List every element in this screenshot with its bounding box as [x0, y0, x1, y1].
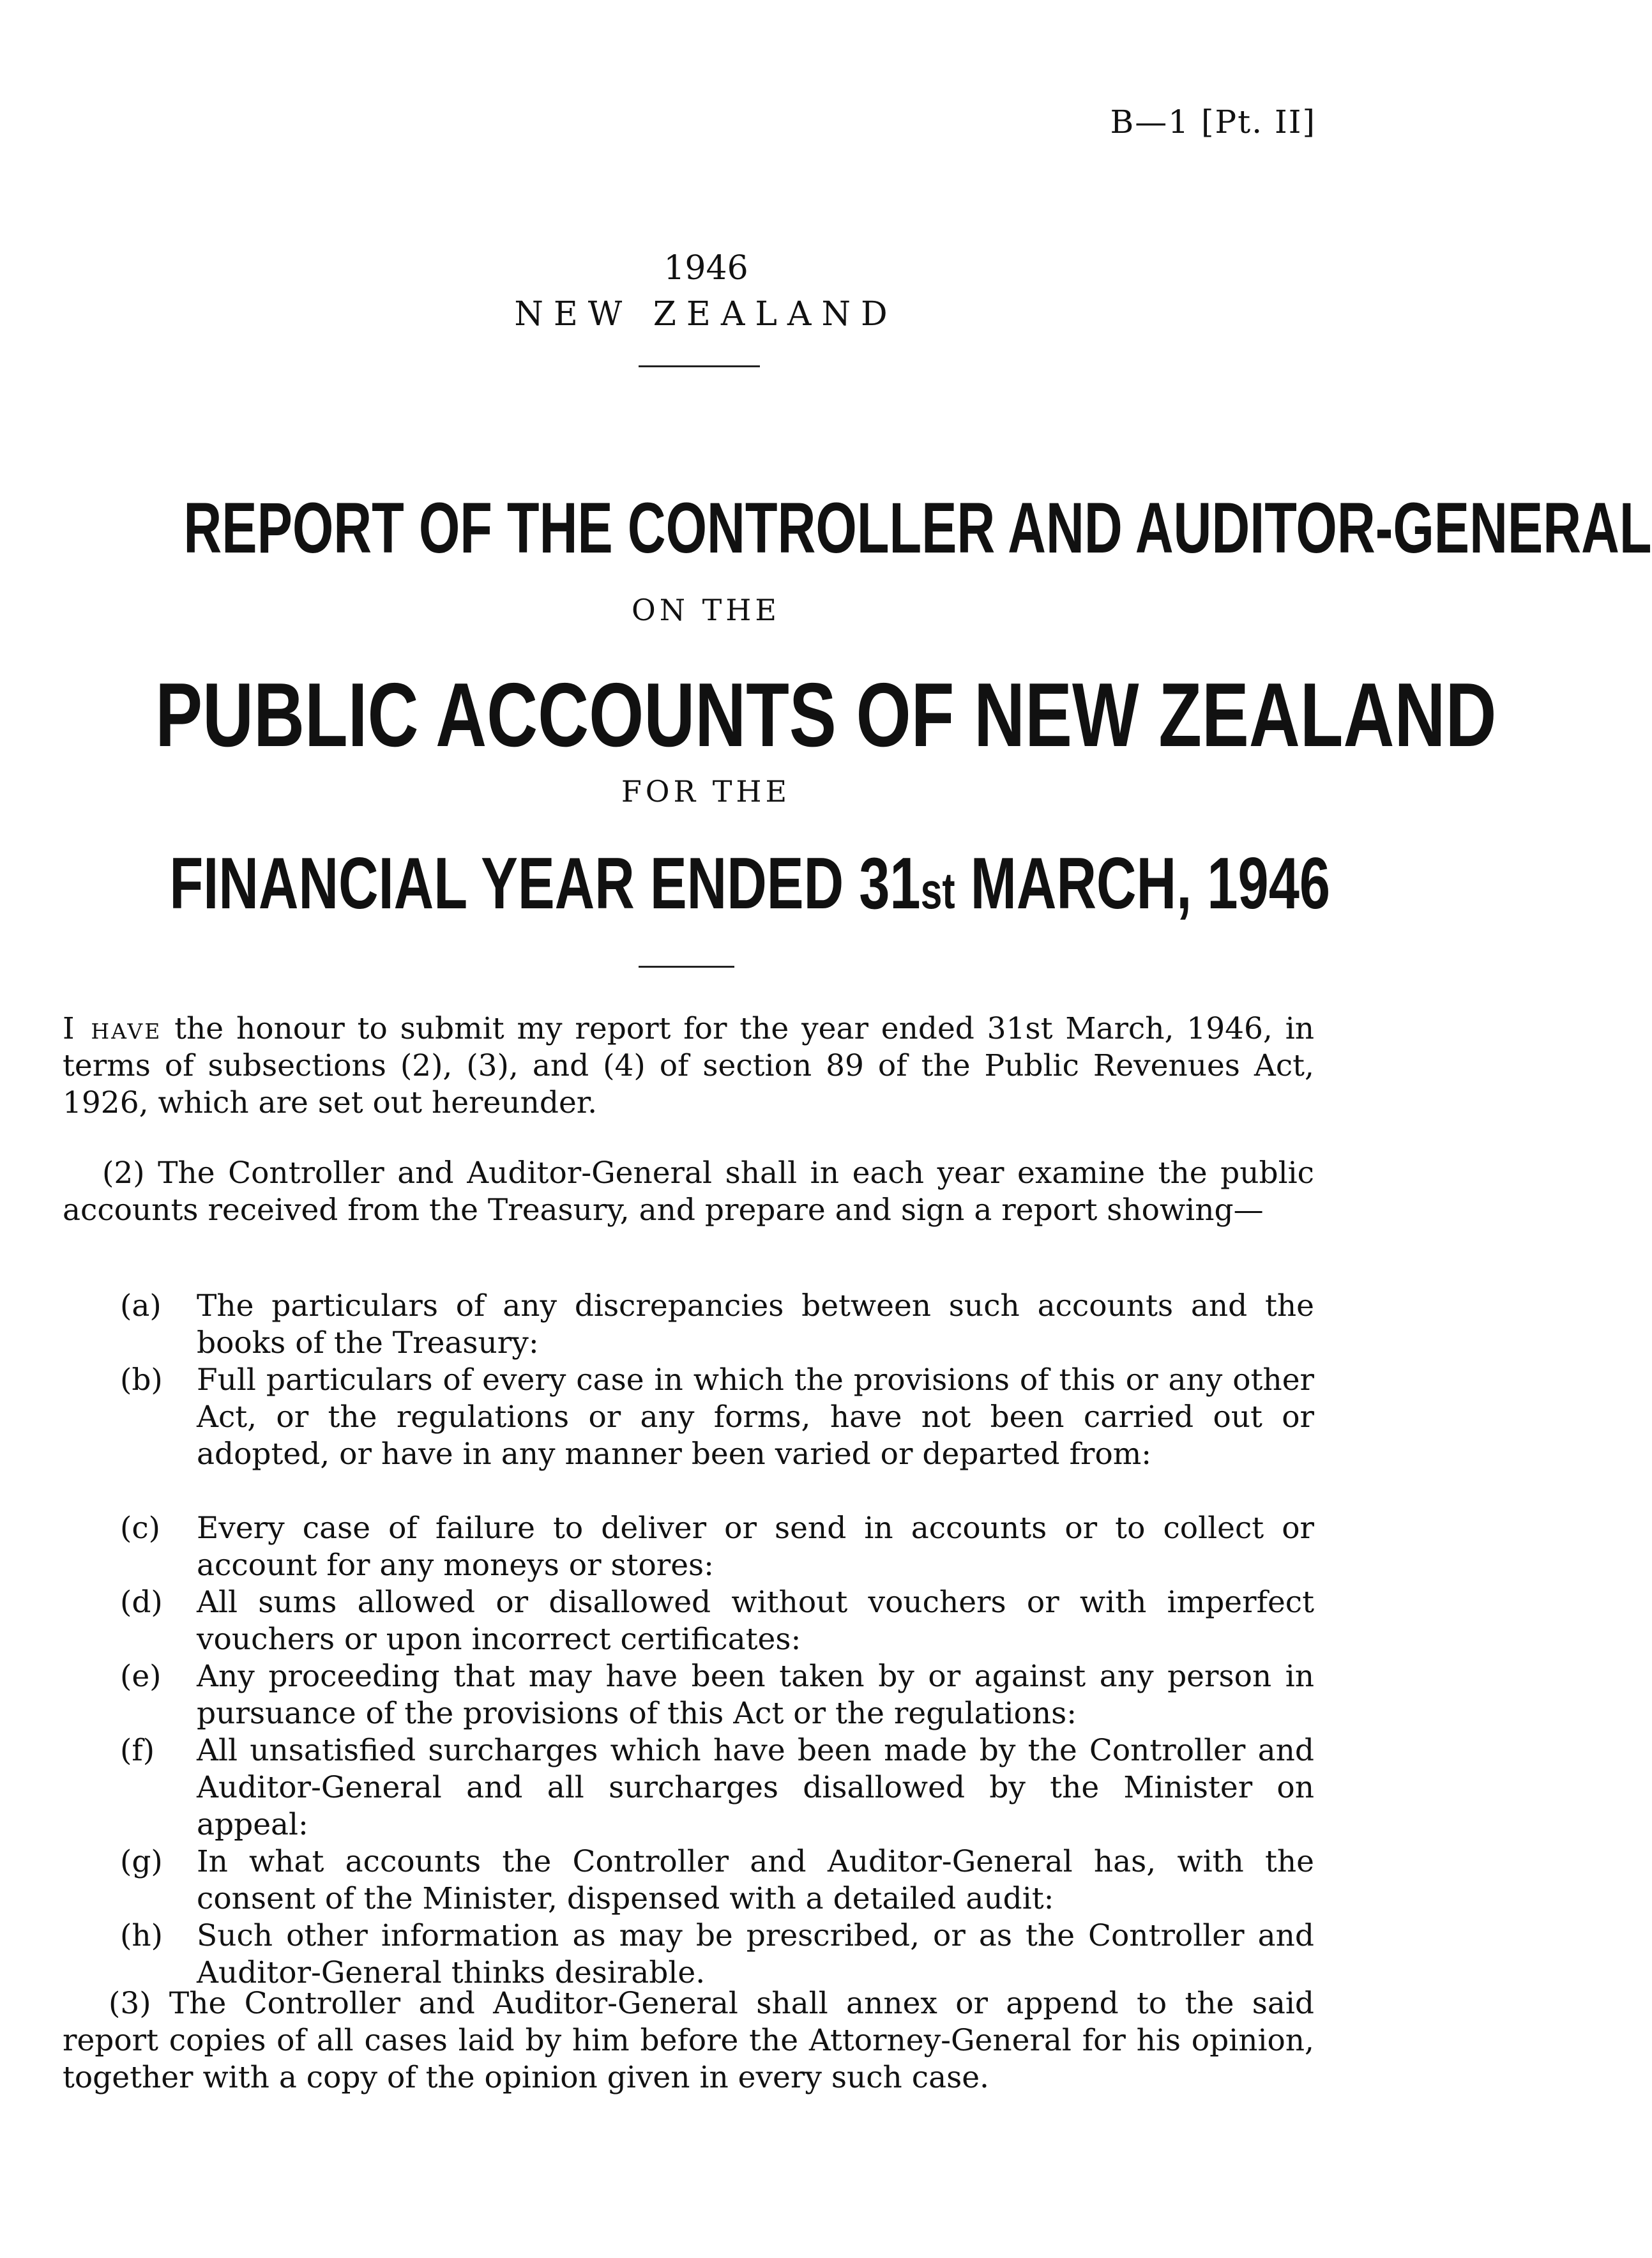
- item-label: (c): [120, 1511, 160, 1546]
- item-text: Every case of failure to deliver or send in accounts or to collect or account for any moneys or stores:: [197, 1511, 1314, 1583]
- financial-year-title-prefix: FINANCIAL YEAR ENDED 31: [169, 843, 921, 924]
- financial-year-title-end: MARCH, 1946: [955, 843, 1331, 924]
- item-label: (a): [120, 1288, 162, 1324]
- item-label: (g): [120, 1844, 163, 1879]
- list-item: [120, 1732, 1314, 1843]
- list-item: [120, 1918, 1314, 1992]
- page-reference: B—1 [Pt. II]: [1110, 103, 1316, 141]
- item-label: (f): [120, 1733, 155, 1768]
- item-text: All unsatisfied surcharges which have been made by the Controller and Auditor-General and all surcharges disallowed by the Minister on appeal:: [197, 1733, 1314, 1842]
- divider-bottom: [639, 966, 734, 968]
- list-item: [120, 1843, 1314, 1918]
- title-connector-for-the: FOR THE: [621, 774, 791, 809]
- item-text: All sums allowed or disallowed without vouchers or with imperfect vouchers or upon incorrect certificates:: [197, 1585, 1314, 1657]
- title-connector-on-the: ON THE: [632, 593, 780, 627]
- item-text: Full particulars of every case in which the provisions of this or any other Act, or the regulations or any forms, have not been carried out or adopted, or have in any manner been varied or departed from:: [197, 1362, 1314, 1472]
- item-text: In what accounts the Controller and Auditor-General has, with the consent of the Minister, dispensed with a detailed audit:: [197, 1844, 1314, 1916]
- year-heading: 1946: [663, 249, 748, 287]
- intro-paragraph: [63, 1011, 1314, 1122]
- item-label: (b): [120, 1362, 163, 1398]
- report-title: REPORT OF THE CONTROLLER AND AUDITOR-GENERAL: [183, 488, 1652, 568]
- subsection-2-intro: (2) The Controller and Auditor-General shall in each year examine the public accounts received from the Treasury, and prepare and sign a report showing—: [63, 1156, 1314, 1228]
- item-label: (h): [120, 1918, 163, 1953]
- list-item: [120, 1510, 1314, 1584]
- country-heading: NEW ZEALAND: [514, 295, 898, 333]
- list-item: [120, 1658, 1314, 1732]
- divider-top: [639, 365, 760, 367]
- list-item: [120, 1288, 1314, 1362]
- item-text: Any proceeding that may have been taken by or against any person in pursuance of the provisions of this Act or the regulations:: [197, 1659, 1314, 1731]
- item-text: The particulars of any discrepancies between such accounts and the books of the Treasury:: [197, 1288, 1314, 1361]
- intro-lead: I have: [63, 1011, 162, 1046]
- financial-year-title: [169, 842, 1331, 926]
- public-accounts-title: PUBLIC ACCOUNTS OF NEW ZEALAND: [155, 664, 1497, 766]
- item-label: (e): [120, 1659, 162, 1694]
- ordinal-suffix: st: [920, 862, 955, 919]
- list-item: [120, 1362, 1314, 1473]
- item-text: Such other information as may be prescribed, or as the Controller and Auditor-General thinks desirable.: [197, 1918, 1314, 1990]
- intro-text: the honour to submit my report for the year ended 31st March, 1946, in terms of subsections (2), (3), and (4) of section 89 of the Public Revenues Act, 1926, which are set out hereunder.: [63, 1011, 1314, 1120]
- list-item: [120, 1584, 1314, 1658]
- item-label: (d): [120, 1585, 163, 1620]
- subsection-3-paragraph: (3) The Controller and Auditor-General shall annex or append to the said report copies of all cases laid by him before the Attorney-General for his opinion, together with a copy of the opinion given in every such case.: [63, 1986, 1314, 2095]
